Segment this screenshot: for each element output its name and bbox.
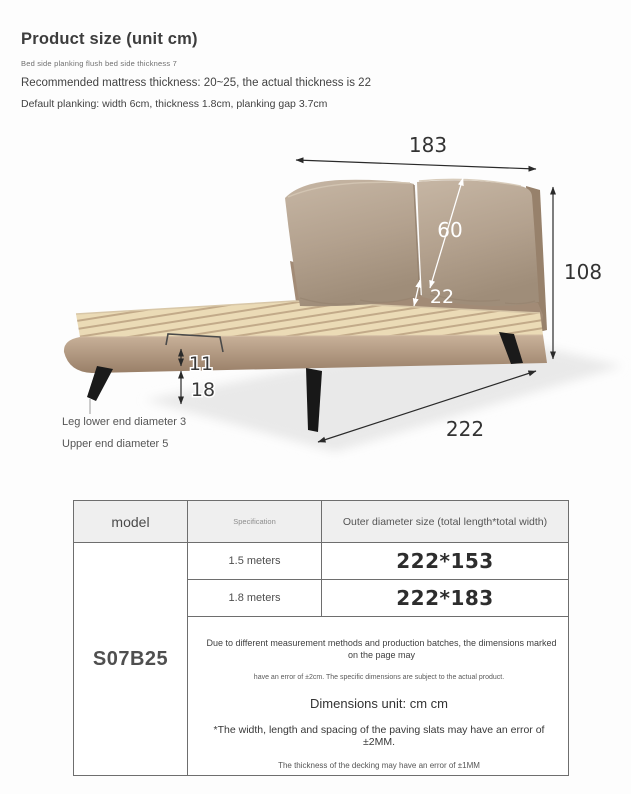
dim-label-18: 18: [190, 379, 216, 401]
spec-cell-1-8m: 1.8 meters: [188, 580, 322, 617]
bed-dimension-figure: [0, 120, 631, 470]
note-measurement-1: Due to different measurement methods and production batches, the dimensions marked on the page may: [206, 638, 557, 660]
col-header-outer-size: Outer diameter size (total length*total width): [322, 501, 569, 543]
dim-label-11: 11: [188, 353, 214, 375]
size-cell-1-8m: 222*183: [322, 580, 569, 617]
dim-label-183: 183: [408, 133, 448, 157]
dim-label-60: 60: [437, 218, 463, 242]
dim-headboard-width: [296, 133, 536, 169]
planking-spec-note: Default planking: width 6cm, thickness 1.8cm, planking gap 3.7cm: [21, 98, 328, 110]
dim-label-222: 222: [445, 417, 485, 441]
col-header-specification: Specification: [188, 501, 322, 543]
spec-cell-1-5m: 1.5 meters: [188, 543, 322, 580]
planking-flush-note: Bed side planking flush bed side thickness 7: [21, 59, 177, 68]
dim-label-22: 22: [429, 286, 455, 308]
leg-note-upper: Upper end diameter 5: [62, 438, 169, 450]
size-cell-1-5m: 222*153: [322, 543, 569, 580]
dim-total-height: [553, 187, 602, 359]
dim-label-108: 108: [563, 260, 603, 284]
note-decking-error: The thickness of the decking may have an error of ±1MM: [278, 760, 480, 770]
table-row: [74, 543, 569, 580]
page-title: Product size (unit cm): [21, 30, 198, 48]
mattress-thickness-note: Recommended mattress thickness: 20~25, the actual thickness is 22: [21, 77, 371, 89]
table-header-row: [74, 501, 569, 543]
header-block: [21, 30, 581, 110]
col-header-model: model: [74, 501, 188, 543]
specification-table: [73, 500, 569, 776]
model-value-cell: S07B25: [74, 543, 188, 776]
notes-block: [188, 622, 568, 770]
note-measurement-2: have an error of ±2cm. The specific dimensions are subject to the actual product.: [253, 673, 505, 681]
leg-note-lower: Leg lower end diameter 3: [62, 416, 187, 428]
notes-cell: [188, 617, 569, 776]
note-dimensions-unit: Dimensions unit: cm cm: [310, 695, 448, 711]
note-slat-error: *The width, length and spacing of the paving slats may have an error of ±2MM.: [213, 723, 545, 748]
headboard-cushion-left: [285, 180, 420, 306]
